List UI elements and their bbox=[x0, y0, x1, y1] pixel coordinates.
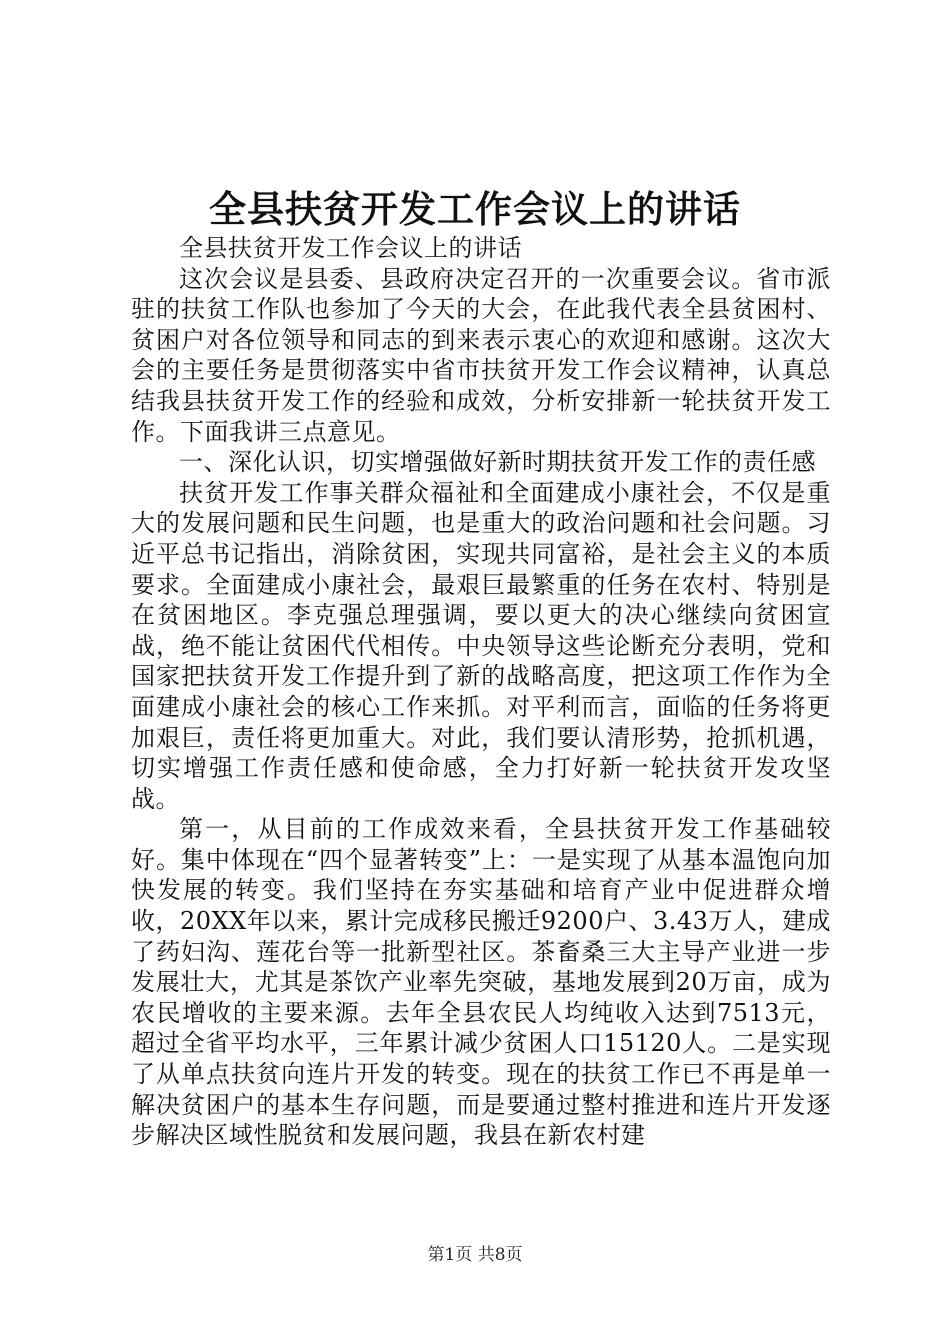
paragraph-first-point: 第一，从目前的工作成效来看，全县扶贫开发工作基础较好。集中体现在“四个显著转变”上：一是实现了从基本温饱向加快发展的转变。我们坚持在夯实基础和培育产业中促进群众增收，20XX年以来，累计完成移民搬迁9200户、3.43万人，建成了药妇沟、莲花台等一批新型社区。茶畜桑三大主导产业进一步发展壮大，尤其是茶饮产业率先突破，基地发展到20万亩，成为农民增收的主要来源。去年全县农民人均纯收入达到7513元，超过全省平均水平，三年累计减少贫困人口15120人。二是实现了从单点扶贫向连片开发的转变。现在的扶贫工作已不再是单一解决贫困户的基本生存问题，而是要通过整村推进和连片开发逐步解决区域性脱贫和发展问题，我县在新农村建 bbox=[131, 815, 831, 1150]
paragraph-significance: 扶贫开发工作事关群众福祉和全面建成小康社会，不仅是重大的发展问题和民生问题，也是重大的政治问题和社会问题。习近平总书记指出，消除贫困，实现共同富裕，是社会主义的本质要求。全面建成小康社会，最艰巨最繁重的任务在农村、特别是在贫困地区。李克强总理强调，要以更大的决心继续向贫困宣战，绝不能让贫困代代相传。中央领导这些论断充分表明，党和国家把扶贫开发工作提升到了新的战略高度，把这项工作作为全面建成小康社会的核心工作来抓。对平利而言，面临的任务将更加艰巨，责任将更加重大。对此，我们要认清形势，抢抓机遇，切实增强工作责任感和使命感，全力打好新一轮扶贫开发攻坚战。 bbox=[131, 478, 831, 813]
page-number-footer: 第1页 共8页 bbox=[427, 1245, 523, 1265]
section-heading-one: 一、深化认识，切实增强做好新时期扶贫开发工作的责任感 bbox=[179, 448, 816, 477]
paragraph-intro: 这次会议是县委、县政府决定召开的一次重要会议。省市派驻的扶贫工作队也参加了今天的大会，在此我代表全县贫困村、贫困户对各位领导和同志的到来表示衷心的欢迎和感谢。这次大会的主要任务是贯彻落实中省市扶贫开发工作会议精神，认真总结我县扶贫开发工作的经验和成效，分析安排新一轮扶贫开发工作。下面我讲三点意见。 bbox=[131, 264, 831, 446]
page-title: 全县扶贫开发工作会议上的讲话 bbox=[209, 187, 741, 231]
paragraph-subtitle: 全县扶贫开发工作会议上的讲话 bbox=[179, 234, 522, 262]
document-body bbox=[131, 233, 831, 1151]
